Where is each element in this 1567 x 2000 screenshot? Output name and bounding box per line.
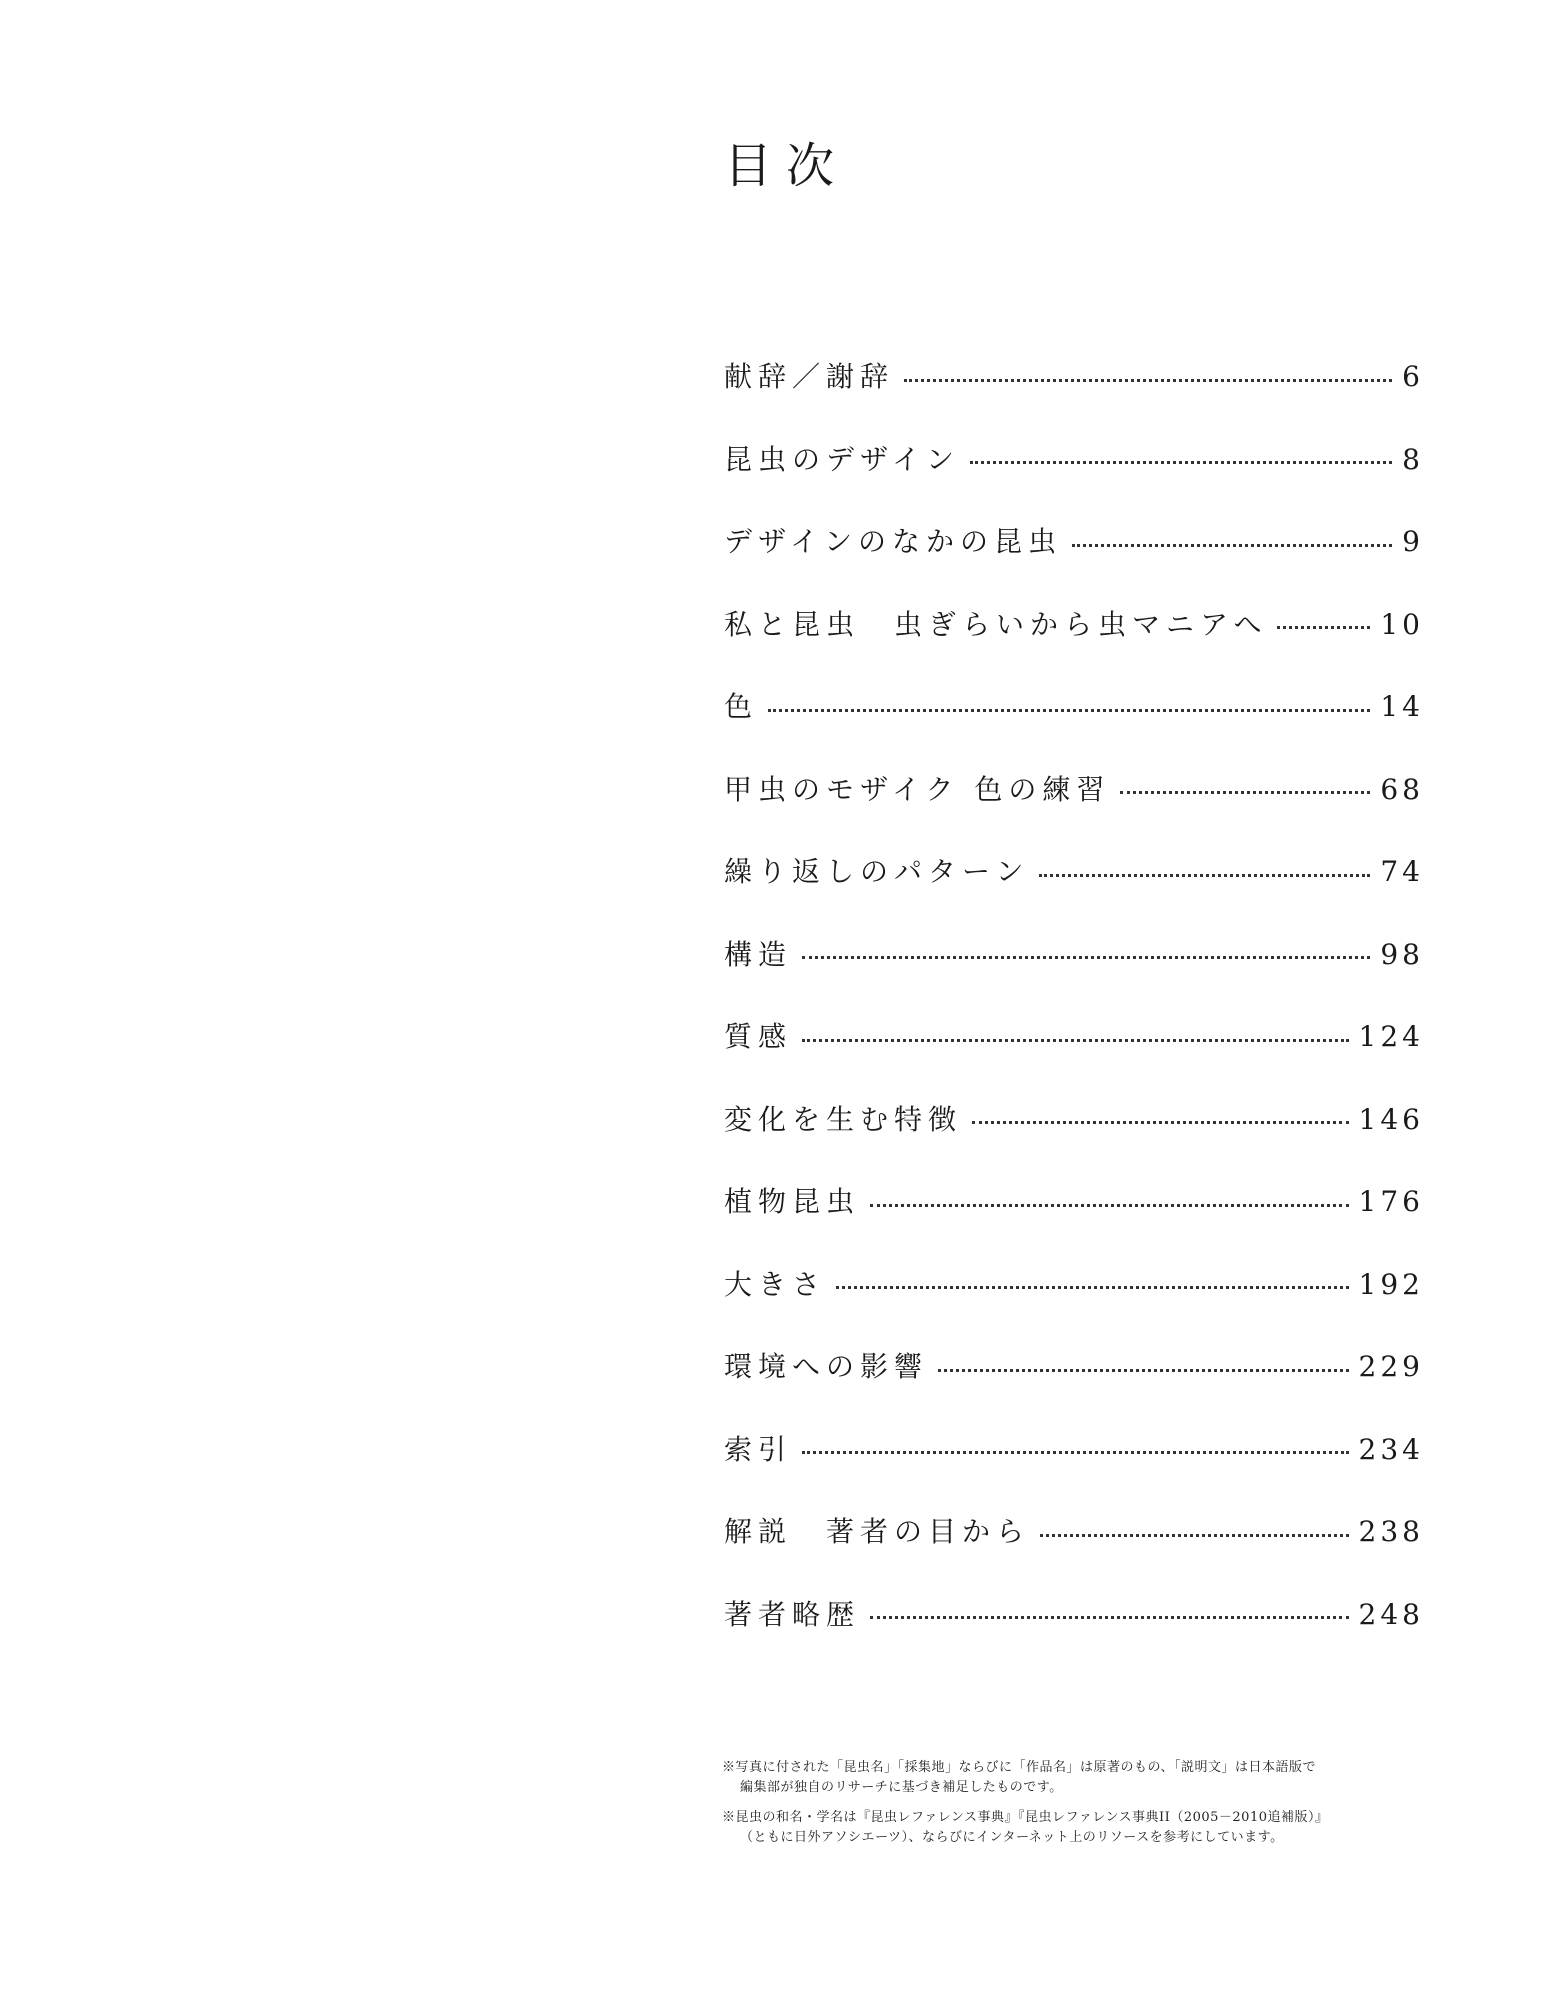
toc-entry-label: 大きさ [724, 1267, 827, 1301]
dot-leader [870, 1616, 1349, 1619]
toc-entry-page: 14 [1380, 690, 1424, 724]
toc-entry-page: 10 [1380, 607, 1424, 641]
page-title: 目次 [724, 138, 849, 194]
dot-leader [1039, 874, 1370, 877]
toc-entry-page: 248 [1358, 1597, 1424, 1631]
dot-leader [904, 379, 1392, 382]
toc-entry-label: 索引 [724, 1432, 793, 1466]
toc-entry-page: 68 [1380, 772, 1424, 806]
toc-entry[interactable] [724, 501, 1424, 584]
toc-entry-label: 構造 [724, 937, 793, 971]
dot-leader [870, 1204, 1349, 1207]
toc-entry-page: 98 [1380, 937, 1424, 971]
toc-entry[interactable] [724, 996, 1424, 1079]
toc-entry-page: 124 [1358, 1020, 1424, 1054]
toc-entry-page: 176 [1358, 1185, 1424, 1219]
dot-leader [970, 461, 1392, 464]
toc-entry-label: 昆虫のデザイン [724, 442, 961, 476]
toc-entry[interactable] [724, 1326, 1424, 1409]
toc-entry[interactable] [724, 914, 1424, 997]
toc-entry-label: 甲虫のモザイク 色の練習 [724, 772, 1111, 806]
toc-entry-page: 146 [1358, 1102, 1424, 1136]
toc-entry-page: 9 [1402, 525, 1424, 559]
toc-list [724, 336, 1424, 1656]
toc-entry-label: デザインのなかの昆虫 [724, 525, 1063, 559]
toc-entry[interactable] [724, 666, 1424, 749]
dot-leader [1120, 791, 1370, 794]
toc-entry-label: 私と昆虫 虫ぎらいから虫マニアへ [724, 607, 1268, 641]
footnote [722, 1758, 1382, 1798]
toc-entry[interactable] [724, 1574, 1424, 1657]
toc-entry[interactable] [724, 1079, 1424, 1162]
footnote-line: （ともに日外アソシエーツ）、ならびにインターネット上のリソースを参考にしています。 [740, 1830, 1284, 1845]
dot-leader [938, 1369, 1349, 1372]
toc-entry[interactable] [724, 831, 1424, 914]
toc-entry[interactable] [724, 1409, 1424, 1492]
dot-leader [1277, 626, 1370, 629]
toc-entry[interactable] [724, 419, 1424, 502]
dot-leader [768, 709, 1370, 712]
toc-entry-page: 6 [1402, 360, 1424, 394]
dot-leader [802, 956, 1370, 959]
toc-entry[interactable] [724, 584, 1424, 667]
toc-entry-page: 238 [1358, 1515, 1424, 1549]
dot-leader [836, 1286, 1349, 1289]
toc-entry[interactable] [724, 749, 1424, 832]
dot-leader [802, 1451, 1349, 1454]
dot-leader [1040, 1534, 1349, 1537]
footnote-line: ※写真に付された「昆虫名」「採集地」ならびに「作品名」は原著のもの、「説明文」は日本語版で [722, 1760, 1316, 1775]
toc-entry-page: 8 [1402, 442, 1424, 476]
toc-entry-label: 解説 著者の目から [724, 1515, 1031, 1549]
footnotes [722, 1758, 1382, 1858]
toc-entry-label: 質感 [724, 1020, 793, 1054]
dot-leader [1072, 544, 1392, 547]
toc-entry-label: 色 [724, 690, 759, 724]
toc-entry-label: 環境への影響 [724, 1350, 929, 1384]
toc-entry-label: 変化を生む特徴 [724, 1102, 963, 1136]
toc-entry-page: 234 [1358, 1432, 1424, 1466]
toc-entry-label: 献辞／謝辞 [724, 360, 895, 394]
footnote-line: 編集部が独自のリサーチに基づき補足したものです。 [740, 1780, 1063, 1795]
toc-entry-label: 著者略歴 [724, 1597, 861, 1631]
footnote-line: ※昆虫の和名・学名は『昆虫レファレンス事典』『昆虫レファレンス事典II（2005－2010追補版）』 [722, 1810, 1329, 1825]
toc-entry-page: 74 [1380, 855, 1424, 889]
toc-entry-page: 229 [1358, 1350, 1424, 1384]
footnote [722, 1808, 1382, 1848]
dot-leader [972, 1121, 1349, 1124]
toc-entry[interactable] [724, 336, 1424, 419]
toc-entry[interactable] [724, 1491, 1424, 1574]
toc-entry-page: 192 [1358, 1267, 1424, 1301]
toc-entry[interactable] [724, 1161, 1424, 1244]
toc-entry-label: 植物昆虫 [724, 1185, 861, 1219]
dot-leader [802, 1039, 1349, 1042]
toc-entry-label: 繰り返しのパターン [724, 855, 1030, 889]
toc-entry[interactable] [724, 1244, 1424, 1327]
